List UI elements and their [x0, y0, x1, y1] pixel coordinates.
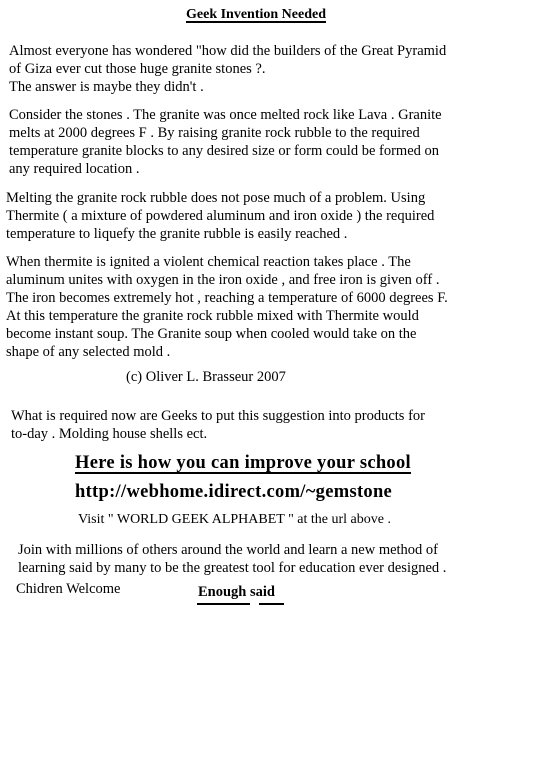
- text-line: When thermite is ignited a violent chemical reaction takes place . The: [6, 254, 411, 270]
- underline-rule: [259, 603, 284, 605]
- text-line: What is required now are Geeks to put this suggestion into products for: [11, 408, 425, 424]
- paragraph-melting-rubble: [6, 189, 434, 243]
- text-line: melts at 2000 degrees F . By raising granite rock rubble to the required: [9, 125, 420, 141]
- text-line: Join with millions of others around the world and learn a new method of: [18, 542, 439, 558]
- paragraph-thermite-reaction: [6, 253, 448, 361]
- paragraph-join-millions: [18, 541, 446, 577]
- text-line: temperature to liquefy the granite rubble is easily reached .: [6, 226, 348, 242]
- paragraph-pyramid-question: [9, 42, 446, 96]
- text-line: temperature granite blocks to any desired size or form could be formed on: [9, 143, 440, 159]
- text-line: of Giza ever cut those huge granite stones ?.: [9, 61, 266, 77]
- text-line: learning said by many to be the greatest tool for education ever designed .: [18, 560, 447, 576]
- page-title: Geek Invention Needed: [186, 7, 326, 22]
- underline-rule: [197, 603, 250, 605]
- text-line: Melting the granite rock rubble does not pose much of a problem. Using: [6, 190, 426, 206]
- text-line: shape of any selected mold .: [6, 344, 171, 360]
- text-line: Almost everyone has wondered "how did the builders of the Great Pyramid: [9, 43, 447, 59]
- text-line: The iron becomes extremely hot , reaching a temperature of 6000 degrees F.: [6, 290, 448, 306]
- text-line: The answer is maybe they didn't .: [9, 79, 204, 95]
- text-line: Consider the stones . The granite was once melted rock like Lava . Granite: [9, 107, 442, 123]
- paragraph-consider-stones: [9, 106, 442, 178]
- text-line: to-day . Molding house shells ect.: [11, 426, 208, 442]
- children-welcome-text: Chidren Welcome: [16, 581, 121, 597]
- text-line: become instant soup. The Granite soup when cooled would take on the: [6, 326, 417, 342]
- enough-said-text: Enough said: [198, 584, 275, 600]
- text-line: Thermite ( a mixture of powdered aluminum and iron oxide ) the required: [6, 208, 435, 224]
- promo-url-link[interactable]: http://webhome.idirect.com/~gemstone: [75, 482, 393, 502]
- paragraph-geeks-required: [11, 407, 425, 443]
- promo-visit-text: Visit " WORLD GEEK ALPHABET " at the url above .: [78, 512, 391, 527]
- text-line: At this temperature the granite rock rubble mixed with Thermite would: [6, 308, 419, 324]
- promo-heading: Here is how you can improve your school: [75, 453, 411, 473]
- copyright-notice: (c) Oliver L. Brasseur 2007: [126, 369, 286, 385]
- text-line: aluminum unites with oxygen in the iron oxide , and free iron is given off .: [6, 272, 440, 288]
- text-line: any required location .: [9, 161, 140, 177]
